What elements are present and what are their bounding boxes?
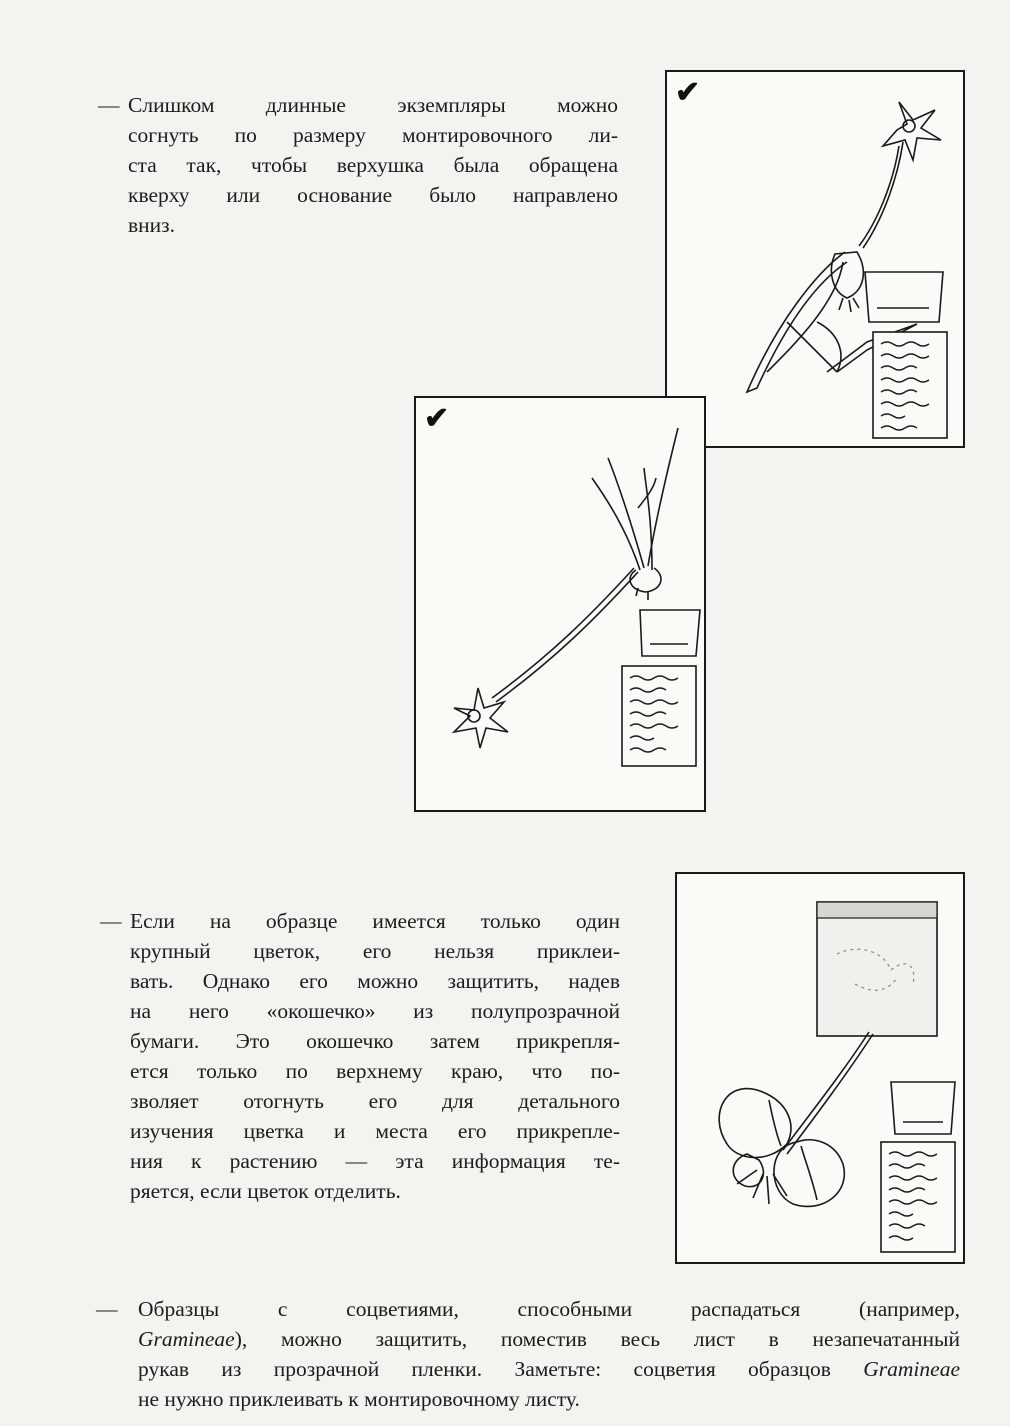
text-fragment: рукав из прозрачной пленки. Заметьте: соцветия образцов: [138, 1357, 864, 1381]
text-line: вниз.: [128, 213, 176, 237]
text-line: изучения цветка и места его прикрепле-: [130, 1119, 620, 1143]
herbarium-sheet-window-illustration: [675, 872, 965, 1264]
herbarium-sheet-folded-top-illustration: [665, 70, 965, 448]
inverted-plant-drawing: [416, 398, 708, 814]
text-line: ста так, чтобы верхушка была обращена: [128, 153, 618, 177]
text-line: кверху или основание было направлено: [128, 183, 618, 207]
list-dash: —: [98, 93, 120, 117]
text-fragment: ), можно защитить, поместив весь лист в незапечатанный: [234, 1327, 960, 1351]
checkmark-icon: ✔: [424, 402, 450, 435]
list-dash: —: [96, 1297, 118, 1321]
paragraph-single-flower-window: [100, 906, 620, 1206]
text-line: не нужно приклеивать к монтировочному листу.: [138, 1387, 580, 1411]
text-line: [138, 1324, 960, 1354]
checkmark-icon: ✔: [675, 76, 701, 109]
text-line: бумаги. Это окошечко затем прикрепля-: [130, 1029, 620, 1053]
text-line: согнуть по размеру монтировочного ли-: [128, 123, 618, 147]
paragraph-long-specimens: [98, 90, 618, 240]
text-line: вать. Однако его можно защитить, надев: [130, 969, 620, 993]
taxon-name: Gramineae: [138, 1327, 235, 1351]
paragraph-inflorescence-sleeve: [96, 1294, 960, 1414]
list-dash: —: [100, 909, 122, 933]
text-line: ряется, если цветок отделить.: [130, 1179, 401, 1203]
text-line: крупный цветок, его нельзя приклеи-: [130, 939, 620, 963]
text-line: Слишком длинные экземпляры можно: [128, 93, 618, 117]
window-plant-drawing: [677, 874, 967, 1266]
text-line: ется только по верхнему краю, что по-: [130, 1059, 620, 1083]
text-line: на него «окошечко» из полупрозрачной: [130, 999, 620, 1023]
folded-plant-drawing: [667, 72, 967, 450]
taxon-name: Gramineae: [863, 1357, 960, 1381]
herbarium-sheet-inverted-illustration: [414, 396, 706, 812]
text-line: зволяет отогнуть его для детального: [130, 1089, 620, 1113]
text-line: Если на образце имеется только один: [130, 909, 620, 933]
text-line: Образцы с соцветиями, способными распадаться (например,: [138, 1297, 960, 1321]
text-line: [138, 1354, 960, 1384]
text-line: ния к растению — эта информация те-: [130, 1149, 620, 1173]
